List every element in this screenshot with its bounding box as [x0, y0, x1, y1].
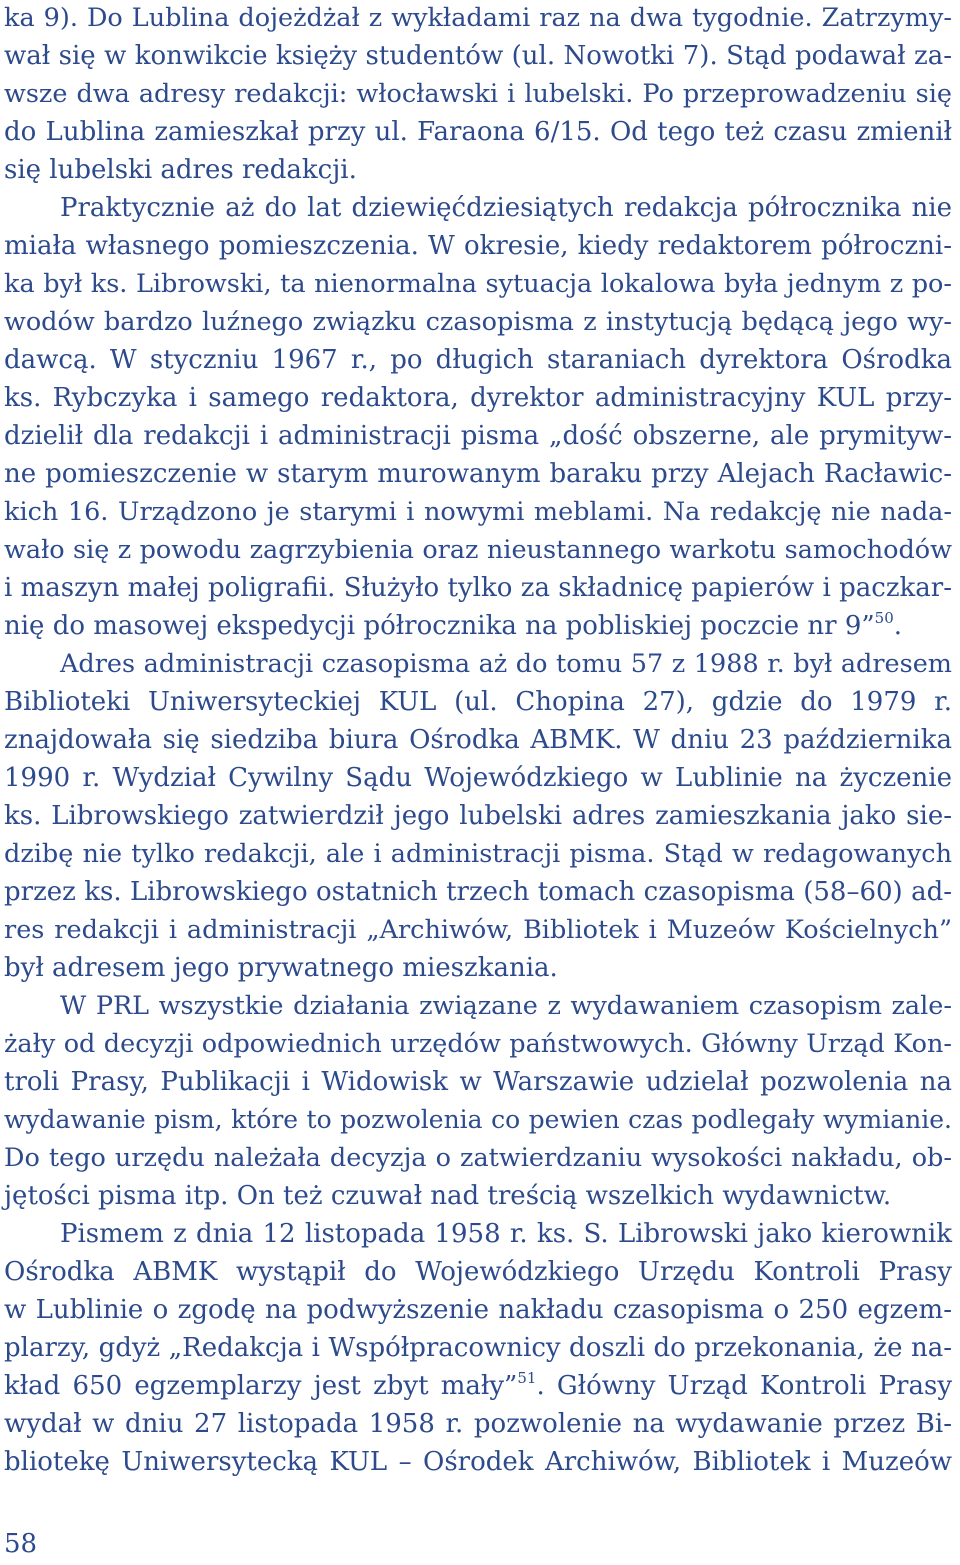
text-line: znajdowała się siedziba biura Ośrodka ABMK. W dniu 23 października	[4, 725, 952, 755]
text-line: był adresem jego prywatnego mieszkania.	[4, 953, 558, 983]
text-line-tail: .	[893, 611, 903, 641]
text-line-body: nię do masowej ekspedycji półrocznika na pobliskiej poczcie nr 9”	[4, 611, 875, 641]
text-line: ne pomieszczenie w starym murowanym baraku przy Alejach Racławic-	[4, 459, 952, 489]
text-line: dzielił dla redakcji i administracji pisma „dość obszerne, ale prymityw-	[4, 421, 952, 451]
page-number: 58	[4, 1529, 38, 1559]
text-line: Praktycznie aż do lat dziewięćdziesiątych redakcja półrocznika nie	[60, 193, 952, 223]
text-line: wydał w dniu 27 listopada 1958 r. pozwolenie na wydawanie przez Bi-	[4, 1409, 952, 1439]
text-line-tail: . Główny Urząd Kontroli Prasy	[536, 1371, 953, 1401]
text-line: żały od decyzji odpowiednich urzędów państwowych. Główny Urząd Kon-	[4, 1029, 952, 1059]
text-line: i maszyn małej poligrafii. Służyło tylko za składnicę papierów i paczkar-	[4, 573, 952, 603]
footnote-ref: 51	[517, 1369, 537, 1387]
text-line: Ośrodka ABMK wystąpił do Wojewódzkiego Urzędu Kontroli Prasy	[4, 1257, 952, 1287]
text-line: kich 16. Urządzono je starymi i nowymi meblami. Na redakcję nie nada-	[4, 497, 952, 527]
text-line: wsze dwa adresy redakcji: włocławski i lubelski. Po przeprowadzeniu się	[4, 79, 952, 109]
footnote-ref: 50	[874, 609, 894, 627]
text-line: wało się z powodu zagrzybienia oraz nieustannego warkotu samochodów	[4, 535, 952, 565]
text-line: ka był ks. Librowski, ta nienormalna sytuacja lokalowa była jednym z po-	[4, 269, 952, 299]
text-line: wodów bardzo luźnego związku czasopisma z instytucją będącą jego wy-	[4, 307, 952, 337]
text-line: ka 9). Do Lublina dojeżdżał z wykładami raz na dwa tygodnie. Zatrzymy-	[4, 3, 952, 33]
text-line: przez ks. Librowskiego ostatnich trzech tomach czasopisma (58–60) ad-	[4, 877, 952, 907]
text-line: ks. Librowskiego zatwierdził jego lubelski adres zamieszkania jako sie-	[4, 801, 952, 831]
text-line: w Lublinie o zgodę na podwyższenie nakładu czasopisma o 250 egzem-	[4, 1295, 952, 1325]
text-line: miała własnego pomieszczenia. W okresie, kiedy redaktorem półroczni-	[4, 231, 952, 261]
text-line-body: kład 650 egzemplarzy jest zbyt mały”	[4, 1371, 518, 1401]
text-line: W PRL wszystkie działania związane z wydawaniem czasopism zale-	[60, 991, 952, 1021]
text-line: do Lublina zamieszkał przy ul. Faraona 6/15. Od tego też czasu zmienił	[4, 117, 952, 147]
text-line: troli Prasy, Publikacji i Widowisk w Warszawie udzielał pozwolenia na	[4, 1067, 952, 1097]
text-line: dawcą. W styczniu 1967 r., po długich staraniach dyrektora Ośrodka	[4, 345, 952, 375]
text-line: jętości pisma itp. On też czuwał nad treścią wszelkich wydawnictw.	[4, 1181, 892, 1211]
text-line: wydawanie pism, które to pozwolenia co pewien czas podlegały wymianie.	[4, 1105, 952, 1134]
text-line	[4, 1368, 952, 1404]
text-line: dzibę nie tylko redakcji, ale i administracji pisma. Stąd w redagowanych	[4, 839, 952, 869]
text-line: się lubelski adres redakcji.	[4, 155, 357, 185]
text-line: Biblioteki Uniwersyteckiej KUL (ul. Chopina 27), gdzie do 1979 r.	[4, 687, 952, 717]
text-line: res redakcji i administracji „Archiwów, Bibliotek i Muzeów Kościelnych”	[4, 915, 952, 945]
text-line: ks. Rybczyka i samego redaktora, dyrektor administracyjny KUL przy-	[4, 383, 952, 413]
text-line	[4, 608, 952, 644]
text-line: Do tego urzędu należała decyzja o zatwierdzaniu wysokości nakładu, ob-	[4, 1143, 952, 1173]
text-line: bliotekę Uniwersytecką KUL – Ośrodek Archiwów, Bibliotek i Muzeów	[4, 1447, 952, 1477]
text-line: Pismem z dnia 12 listopada 1958 r. ks. S. Librowski jako kierownik	[60, 1219, 952, 1249]
text-line: plarzy, gdyż „Redakcja i Współpracownicy doszli do przekonania, że na-	[4, 1333, 952, 1363]
text-line: 1990 r. Wydział Cywilny Sądu Wojewódzkiego w Lublinie na życzenie	[4, 763, 952, 793]
text-line: Adres administracji czasopisma aż do tomu 57 z 1988 r. był adresem	[60, 649, 952, 679]
text-line: wał się w konwikcie księży studentów (ul. Nowotki 7). Stąd podawał za-	[4, 41, 952, 71]
